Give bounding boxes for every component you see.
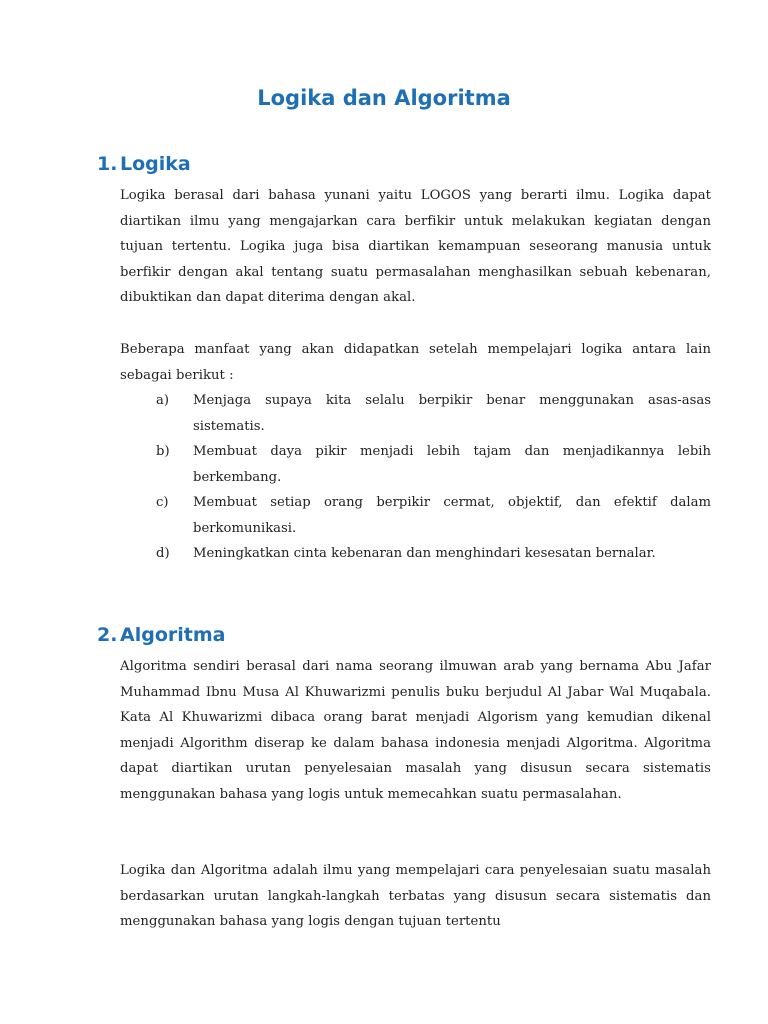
section-heading-logika (97, 153, 191, 175)
paragraph-algoritma-origin: Algoritma sendiri berasal dari nama seorang ilmuwan arab yang bernama Abu Jafar Muhammad Ibnu Musa Al Khuwarizmi penulis buku berjudul Al Jabar Wal Muqabala. Kata Al Khuwarizmi dibaca orang barat menjadi Algorism yang kemudian dikenal menjadi Algorithm diserap ke dalam bahasa indonesia menjadi Algoritma. Algoritma dapat diartikan urutan penyelesaian masalah yang disusun secara sistematis menggunakan bahasa yang logis untuk memecahkan suatu permasalahan. (120, 659, 711, 802)
list-marker: d) (156, 546, 170, 561)
section-title: Algoritma (120, 624, 226, 646)
list-item (120, 439, 711, 490)
list-marker: a) (156, 393, 170, 408)
paragraph-logika-algoritma-definition: Logika dan Algoritma adalah ilmu yang mempelajari cara penyelesaian suatu masalah berdasarkan urutan langkah-langkah terbatas yang disusun secara sistematis dan menggunakan bahasa yang logis dengan tujuan tertentu (120, 863, 711, 929)
paragraph-logika-definition: Logika berasal dari bahasa yunani yaitu LOGOS yang berarti ilmu. Logika dapat diartikan ilmu yang mengajarkan cara berfikir untuk melakukan kegiatan dengan tujuan tertentu. Logika juga bisa diartikan kemampuan seseorang manusia untuk berfikir dengan akal tentang suatu permasalahan menghasilkan sebuah kebenaran, dibuktikan dan dapat diterima dengan akal. (120, 188, 711, 305)
section-number: 2. (97, 624, 118, 646)
list-item-text: Membuat daya pikir menjadi lebih tajam dan menjadikannya lebih berkembang. (193, 444, 711, 485)
list-item (120, 388, 711, 439)
list-item-text: Menjaga supaya kita selalu berpikir benar menggunakan asas-asas sistematis. (193, 393, 711, 434)
list-marker: c) (156, 495, 169, 510)
list-item (120, 490, 711, 541)
paragraph-logika-benefits-intro: Beberapa manfaat yang akan didapatkan setelah mempelajari logika antara lain sebagai berikut : (120, 342, 711, 383)
section-title: Logika (120, 153, 191, 175)
section-number: 1. (97, 153, 118, 175)
list-item-text: Membuat setiap orang berpikir cermat, objektif, dan efektif dalam berkomunikasi. (193, 495, 711, 536)
list-marker: b) (156, 444, 170, 459)
list-item (120, 541, 711, 567)
section-heading-algoritma (97, 624, 225, 646)
benefits-list (120, 388, 711, 567)
list-item-text: Meningkatkan cinta kebenaran dan menghindari kesesatan bernalar. (193, 546, 656, 561)
document-title: Logika dan Algoritma (257, 86, 511, 110)
